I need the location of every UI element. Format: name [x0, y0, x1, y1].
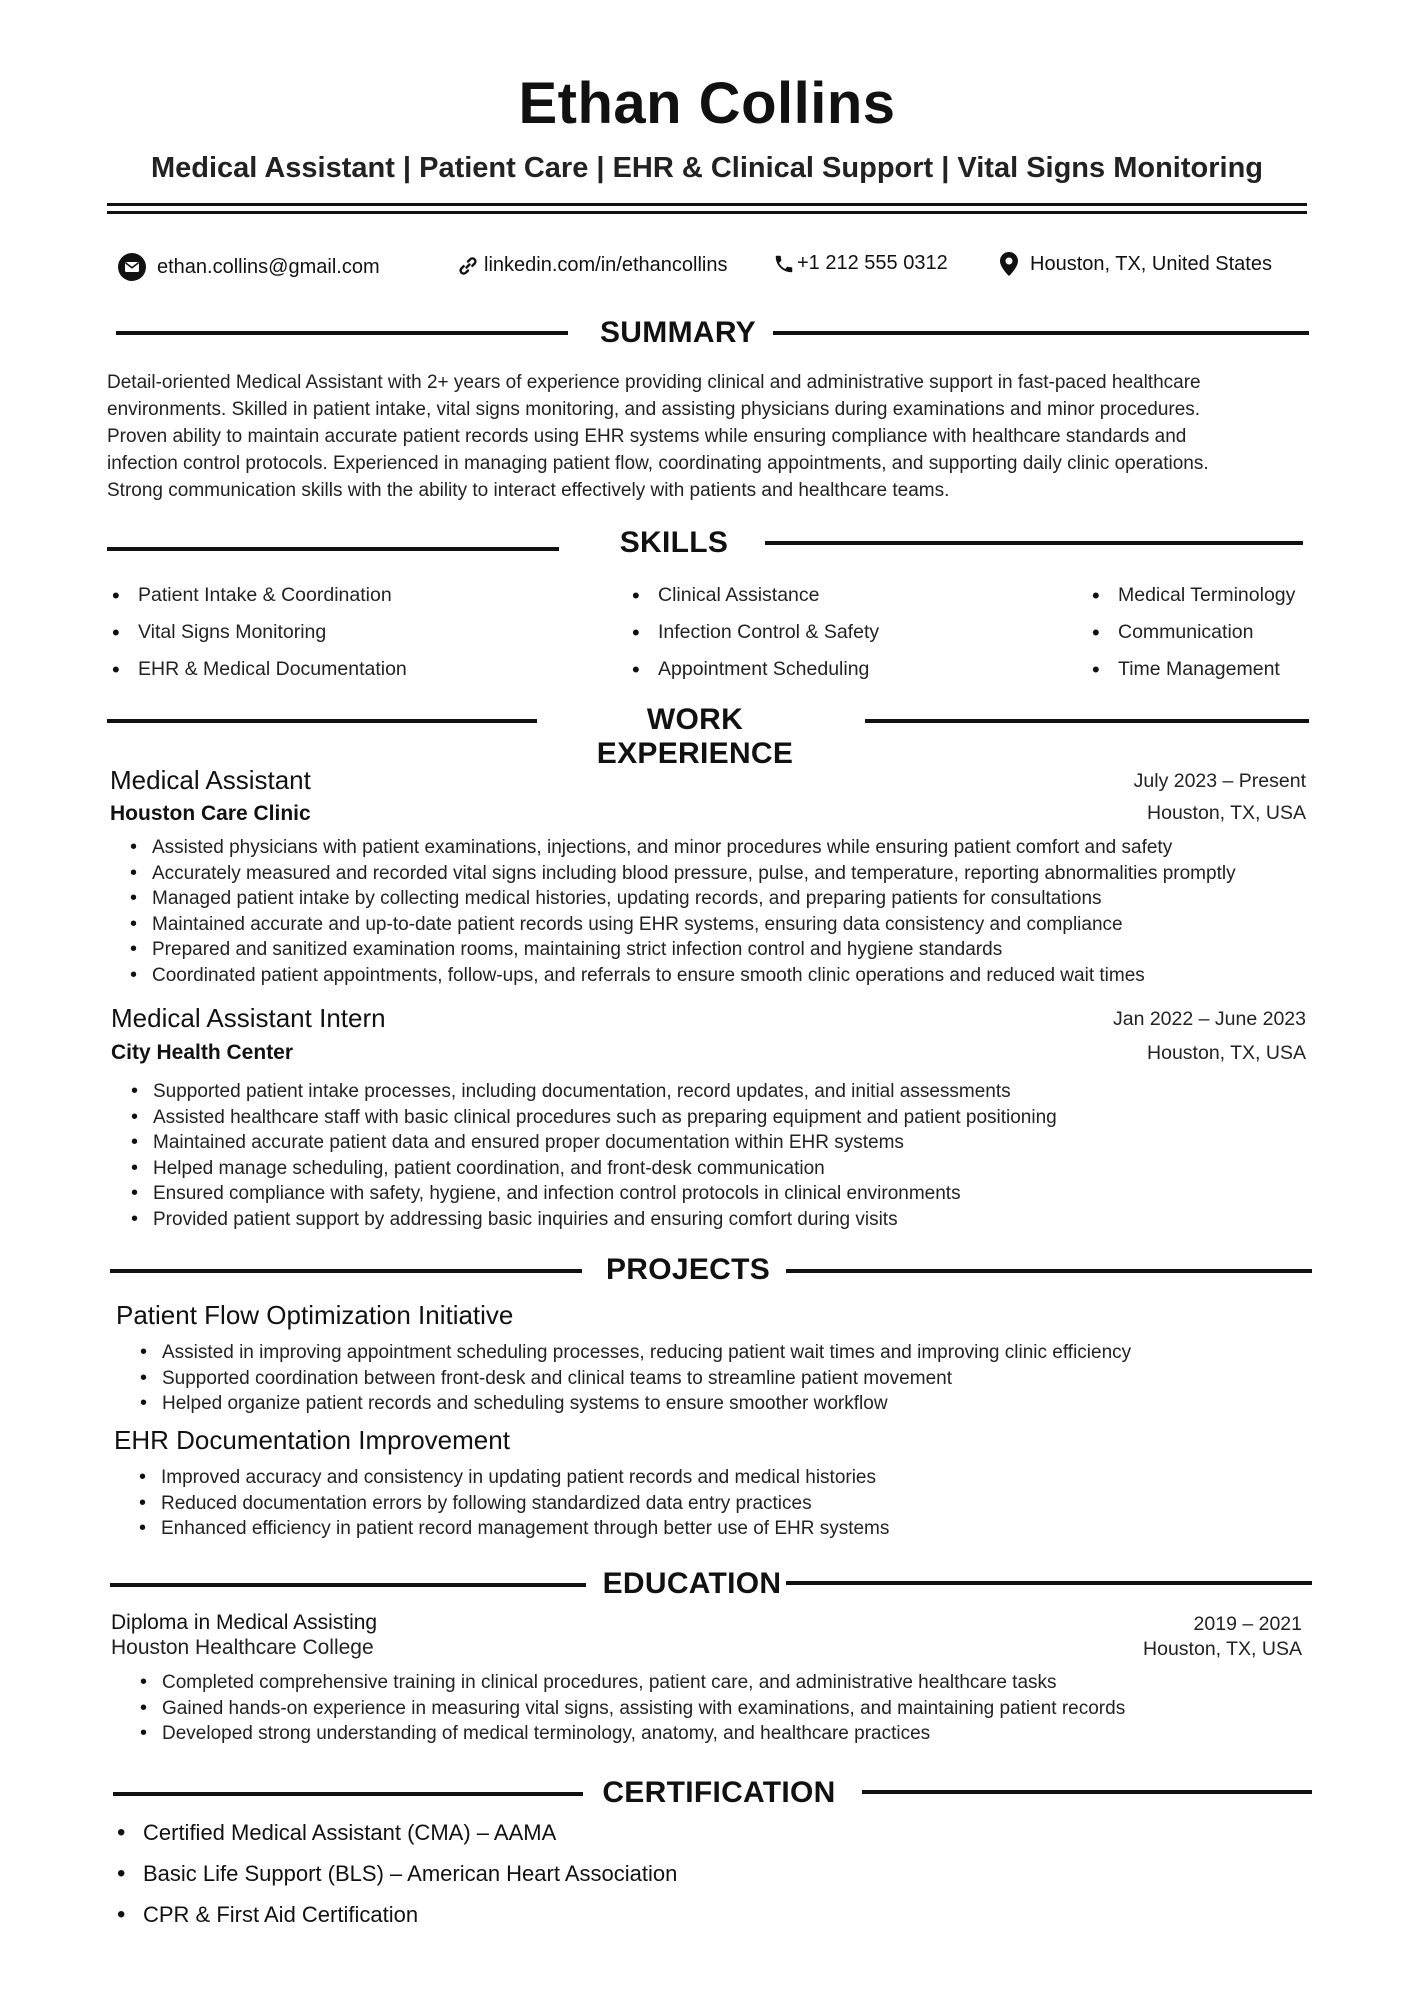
list-item: • Helped organize patient records and scheduling systems to ensure smoother workflow [140, 1391, 1310, 1417]
summary-line: infection control protocols. Experienced in managing patient flow, coordinating appointments, and supporting daily clinic operations. [107, 453, 1209, 474]
email-text: ethan.collins@gmail.com [157, 255, 380, 278]
job-title: Medical Assistant Intern [111, 1003, 386, 1033]
list-item: • Reduced documentation errors by following standardized data entry practices [139, 1491, 1309, 1517]
list-item: • Enhanced efficiency in patient record management through better use of EHR systems [139, 1516, 1309, 1542]
phone-text: +1 212 555 0312 [797, 252, 948, 274]
list-item: • Coordinated patient appointments, follow-ups, and referrals to ensure smooth clinic operations and reduced wait times [130, 963, 1310, 989]
project-title: EHR Documentation Improvement [114, 1425, 510, 1455]
list-item: • Maintained accurate patient data and ensured proper documentation within EHR systems [131, 1130, 1311, 1156]
job-title: Medical Assistant [110, 765, 311, 795]
list-item: • Prepared and sanitized examination rooms, maintaining strict infection control and hygiene standards [130, 937, 1310, 963]
education-line-right [786, 1581, 1312, 1585]
certification-line-right [862, 1790, 1312, 1794]
skill-item: • Patient Intake & Coordination [108, 584, 548, 621]
skills-line-right [765, 541, 1303, 545]
header-divider-top [107, 203, 1307, 206]
list-item: • Provided patient support by addressing basic inquiries and ensuring comfort during visits [131, 1207, 1311, 1233]
education-heading: EDUCATION [602, 1567, 782, 1600]
education-degree: Diploma in Medical Assisting [111, 1611, 378, 1634]
list-item: • Supported patient intake processes, including documentation, record updates, and initial assessments [131, 1079, 1311, 1105]
link-icon [457, 255, 479, 277]
experience-line-right [865, 719, 1309, 723]
projects-line-right [786, 1269, 1312, 1273]
email-icon [117, 252, 147, 282]
certification-item: • CPR & First Aid Certification [111, 1902, 911, 1943]
location-pin-icon [1000, 252, 1018, 276]
skills-line-left [107, 547, 559, 551]
education-bullets [140, 1670, 1310, 1747]
list-item: • Supported coordination between front-desk and clinical teams to streamline patient movement [140, 1366, 1310, 1392]
project-bullets [140, 1340, 1310, 1417]
list-item: • Improved accuracy and consistency in updating patient records and medical histories [139, 1465, 1309, 1491]
contact-email[interactable] [117, 252, 380, 282]
certification-heading: CERTIFICATION [602, 1776, 836, 1809]
job-organization: Houston Care Clinic [110, 802, 311, 825]
list-item: • Ensured compliance with safety, hygiene, and infection control protocols in clinical environments [131, 1181, 1311, 1207]
projects-heading: PROJECTS [605, 1253, 771, 1286]
list-item: • Assisted physicians with patient examinations, injections, and minor procedures while ensuring patient comfort and safety [130, 835, 1310, 861]
education-line-left [110, 1583, 586, 1587]
contact-phone[interactable] [773, 252, 948, 275]
candidate-name: Ethan Collins [518, 71, 896, 136]
experience-line-left [107, 719, 537, 723]
linkedin-text: linkedin.com/in/ethancollins [484, 254, 728, 276]
list-item: • Accurately measured and recorded vital signs including blood pressure, pulse, and temperature, reporting abnormalities promptly [130, 861, 1310, 887]
certification-item: • Certified Medical Assistant (CMA) – AAMA [111, 1820, 911, 1861]
job-dates: July 2023 – Present [1133, 770, 1306, 792]
skills-heading: SKILLS [619, 526, 729, 559]
skill-item: • Communication [1088, 621, 1318, 658]
skill-item: • Infection Control & Safety [628, 621, 1028, 658]
job-bullets [130, 835, 1310, 988]
list-item: • Managed patient intake by collecting medical histories, updating records, and preparing patients for consultations [130, 886, 1310, 912]
skill-item: • Time Management [1088, 658, 1318, 695]
list-item: • Helped manage scheduling, patient coordination, and front-desk communication [131, 1156, 1311, 1182]
summary-line-left [116, 331, 568, 335]
education-location: Houston, TX, USA [1143, 1638, 1302, 1660]
list-item: • Assisted in improving appointment scheduling processes, reducing patient wait times and improving clinic efficiency [140, 1340, 1310, 1366]
contact-linkedin[interactable] [457, 254, 727, 277]
summary-line: Strong communication skills with the ability to interact effectively with patients and healthcare teams. [107, 480, 950, 501]
list-item: • Developed strong understanding of medical terminology, anatomy, and healthcare practices [140, 1721, 1310, 1747]
job-bullets [131, 1079, 1311, 1232]
summary-line: environments. Skilled in patient intake, vital signs monitoring, and assisting physicians during examinations and minor procedures. [107, 399, 1201, 420]
summary-line-right [773, 331, 1309, 335]
skill-item: • Appointment Scheduling [628, 658, 1028, 695]
skill-item: • Clinical Assistance [628, 584, 1028, 621]
job-dates: Jan 2022 – June 2023 [1112, 1008, 1306, 1030]
project-title: Patient Flow Optimization Initiative [116, 1300, 514, 1330]
skills-column-1 [108, 584, 548, 695]
summary-text [107, 369, 1317, 504]
certification-line-left [113, 1792, 583, 1796]
job-location: Houston, TX, USA [1147, 1042, 1306, 1064]
education-dates: 2019 – 2021 [1193, 1613, 1302, 1635]
phone-icon [773, 253, 795, 275]
skill-item: • EHR & Medical Documentation [108, 658, 548, 695]
education-school: Houston Healthcare College [111, 1636, 374, 1659]
job-organization: City Health Center [111, 1041, 294, 1064]
projects-line-left [110, 1269, 582, 1273]
list-item: • Completed comprehensive training in clinical procedures, patient care, and administrative healthcare tasks [140, 1670, 1310, 1696]
certification-list [111, 1820, 911, 1943]
list-item: • Gained hands-on experience in measuring vital signs, assisting with examinations, and maintaining patient records [140, 1696, 1310, 1722]
summary-line: Detail-oriented Medical Assistant with 2+ years of experience providing clinical and administrative support in fast-paced healthcare [107, 372, 1201, 393]
summary-line: Proven ability to maintain accurate patient records using EHR systems while ensuring compliance with healthcare standards and [107, 426, 1187, 447]
header-divider-bottom [107, 211, 1307, 214]
list-item: • Maintained accurate and up-to-date patient records using EHR systems, ensuring data consistency and compliance [130, 912, 1310, 938]
project-bullets [139, 1465, 1309, 1542]
location-text: Houston, TX, United States [1030, 252, 1272, 275]
certification-item: • Basic Life Support (BLS) – American Heart Association [111, 1861, 911, 1902]
skills-column-3 [1088, 584, 1318, 695]
job-location: Houston, TX, USA [1147, 802, 1306, 824]
contact-location [1000, 252, 1272, 276]
summary-heading: SUMMARY [600, 316, 756, 349]
list-item: • Assisted healthcare staff with basic clinical procedures such as preparing equipment and patient positioning [131, 1105, 1311, 1131]
experience-heading: WORK EXPERIENCE [596, 703, 794, 770]
headline: Medical Assistant | Patient Care | EHR & Clinical Support | Vital Signs Monitoring [150, 152, 1263, 184]
skill-item: • Vital Signs Monitoring [108, 621, 548, 658]
skills-column-2 [628, 584, 1028, 695]
skill-item: • Medical Terminology [1088, 584, 1318, 621]
